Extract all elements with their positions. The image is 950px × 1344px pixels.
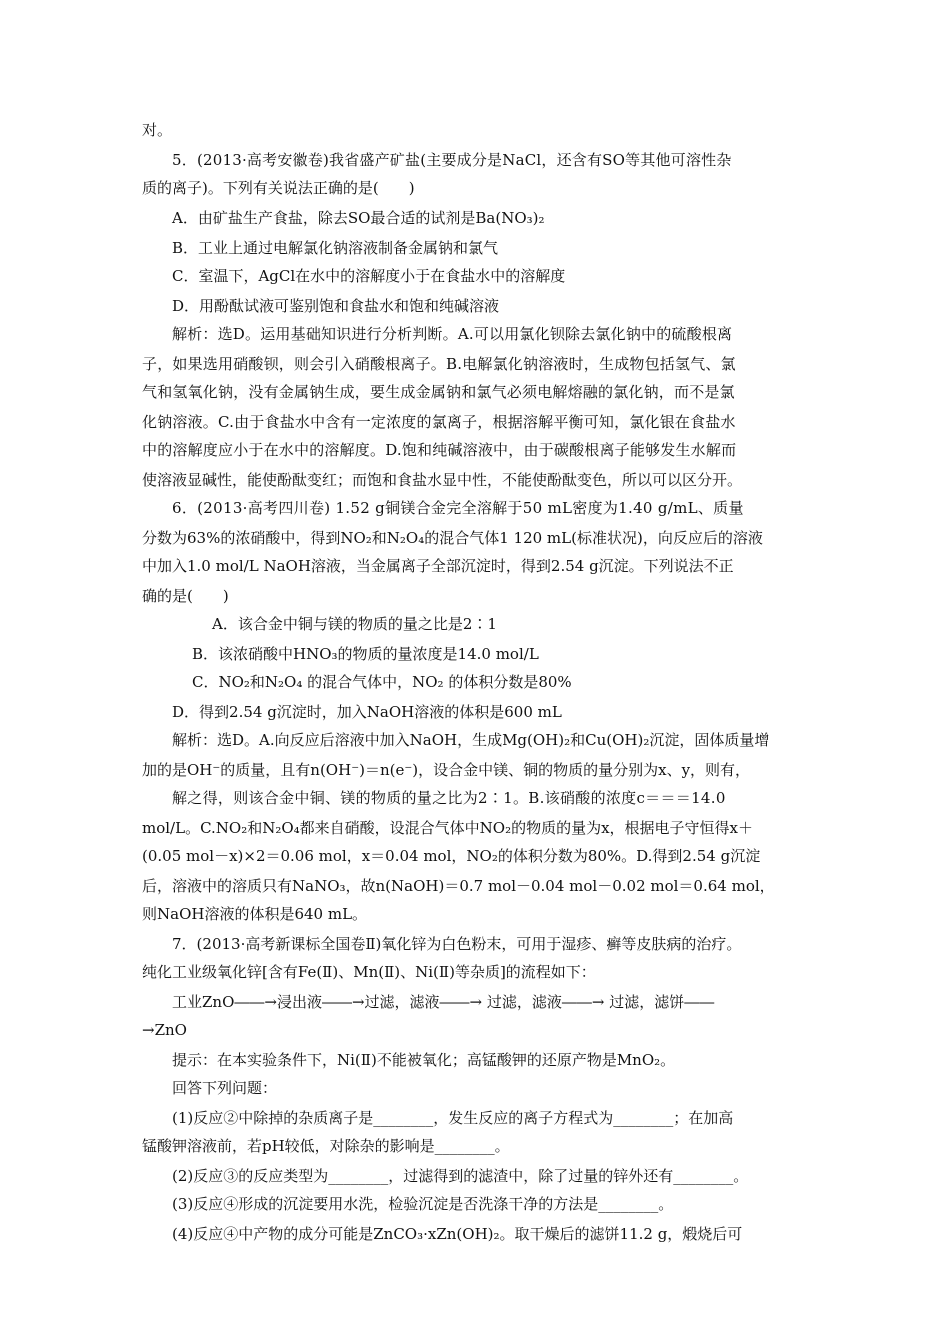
text-line: 分数为63%的浓硝酸中，得到NO₂和N₂O₄的混合气体1 120 mL(标准状况)，向反应后的溶液: [142, 529, 763, 547]
text-line: 子，如果选用硝酸钡，则会引入硝酸根离子。B.电解氯化钠溶液时，生成物包括氢气、氯: [142, 355, 736, 373]
option-b: B．该浓硝酸中HNO₃的物质的量浓度是14.0 mol/L: [192, 645, 539, 663]
option-d: D．得到2.54 g沉淀时，加入NaOH溶液的体积是600 mL: [172, 703, 562, 721]
text-line: 加的是OH⁻的质量，且有n(OH⁻)＝n(e⁻)，设合金中镁、铜的物质的量分别为x、y，则有，: [142, 761, 751, 779]
text-line: 回答下列问题：: [172, 1079, 278, 1097]
text-line: 对。: [142, 121, 173, 139]
text-line: 中的溶解度应小于在水中的溶解度。D.饱和纯碱溶液中，由于碳酸根离子能够发生水解而: [142, 441, 737, 459]
text-line: 锰酸钾溶液前，若pH较低，对除杂的影响是________。: [142, 1137, 510, 1155]
option-c: C．室温下，AgCl在水中的溶解度小于在食盐水中的溶解度: [172, 267, 566, 285]
question-7-line: 7．(2013·高考新课标全国卷Ⅱ)氧化锌为白色粉末，可用于湿疹、癣等皮肤病的治疗。: [172, 935, 742, 953]
sub-question-2: (2)反应③的反应类型为________，过滤得到的滤渣中，除了过量的锌外还有________。: [172, 1167, 749, 1185]
option-a: A．由矿盐生产食盐，除去SO最合适的试剂是Ba(NO₃)₂: [172, 209, 545, 227]
option-d: D．用酚酞试液可鉴别饱和食盐水和饱和纯碱溶液: [172, 297, 500, 315]
text-line: 后，溶液中的溶质只有NaNO₃，故n(NaOH)＝0.7 mol－0.04 mol－0.02 mol＝0.64 mol，: [142, 877, 775, 895]
text-line: mol/L。C.NO₂和N₂O₄都来自硝酸，设混合气体中NO₂的物质的量为x，根据电子守恒得x＋: [142, 819, 754, 837]
question-6-line: 6．(2013·高考四川卷) 1.52 g铜镁合金完全溶解于50 mL密度为1.40 g/mL、质量: [172, 499, 744, 517]
analysis-line: 解析：选D。运用基础知识进行分析判断。A.可以用氯化钡除去氯化钠中的硫酸根离: [172, 325, 733, 343]
text-line: 中加入1.0 mol/L NaOH溶液，当金属离子全部沉淀时，得到2.54 g沉淀。下列说法不正: [142, 557, 734, 575]
text-line: 确的是( ): [142, 587, 229, 605]
text-line: (0.05 mol－x)×2＝0.06 mol，x＝0.04 mol，NO₂的体积分数为80%。D.得到2.54 g沉淀: [142, 847, 761, 865]
text-line: 质的离子)。下列有关说法正确的是( ): [142, 179, 415, 197]
text-line: 化钠溶液。C.由于食盐水中含有一定浓度的氯离子，根据溶解平衡可知，氯化银在食盐水: [142, 413, 736, 431]
text-line: 纯化工业级氧化锌[含有Fe(Ⅱ)、Mn(Ⅱ)、Ni(Ⅱ)等杂质]的流程如下：: [142, 963, 596, 981]
option-b: B．工业上通过电解氯化钠溶液制备金属钠和氯气: [172, 239, 499, 257]
text-line: 则NaOH溶液的体积是640 mL。: [142, 905, 368, 923]
sub-question-1: (1)反应②中除掉的杂质离子是________，发生反应的离子方程式为________；在加高: [172, 1109, 734, 1127]
text-line: 气和氢氧化钠，没有金属钠生成，要生成金属钠和氯气必须电解熔融的氯化钠，而不是氯: [142, 383, 735, 401]
flow-line: →ZnO: [142, 1021, 187, 1039]
sub-question-4: (4)反应④中产物的成分可能是ZnCO₃·xZn(OH)₂。取干燥后的滤饼11.2 g，煅烧后可: [172, 1225, 743, 1243]
text-line: 解之得，则该合金中铜、镁的物质的量之比为2∶1。B.该硝酸的浓度c＝＝＝14.0: [172, 789, 726, 807]
question-5-line: 5．(2013·高考安徽卷)我省盛产矿盐(主要成分是NaCl，还含有SO等其他可溶性杂: [172, 151, 732, 169]
text-line: 使溶液显碱性，能使酚酞变红；而饱和食盐水显中性，不能使酚酞变色，所以可以区分开。: [142, 471, 743, 489]
option-c: C．NO₂和N₂O₄ 的混合气体中，NO₂ 的体积分数是80%: [192, 673, 572, 691]
analysis-line: 解析：选D。A.向反应后溶液中加入NaOH，生成Mg(OH)₂和Cu(OH)₂沉淀，固体质量增: [172, 731, 770, 749]
hint-line: 提示：在本实验条件下，Ni(Ⅱ)不能被氧化；高锰酸钾的还原产物是MnO₂。: [172, 1051, 676, 1069]
option-a: A．该合金中铜与镁的物质的量之比是2∶1: [212, 615, 497, 633]
flow-line: 工业ZnO――→浸出液――→过滤，滤液――→ 过滤，滤液――→ 过滤，滤饼――: [172, 993, 715, 1011]
sub-question-3: (3)反应④形成的沉淀要用水洗，检验沉淀是否洗涤干净的方法是________。: [172, 1195, 674, 1213]
